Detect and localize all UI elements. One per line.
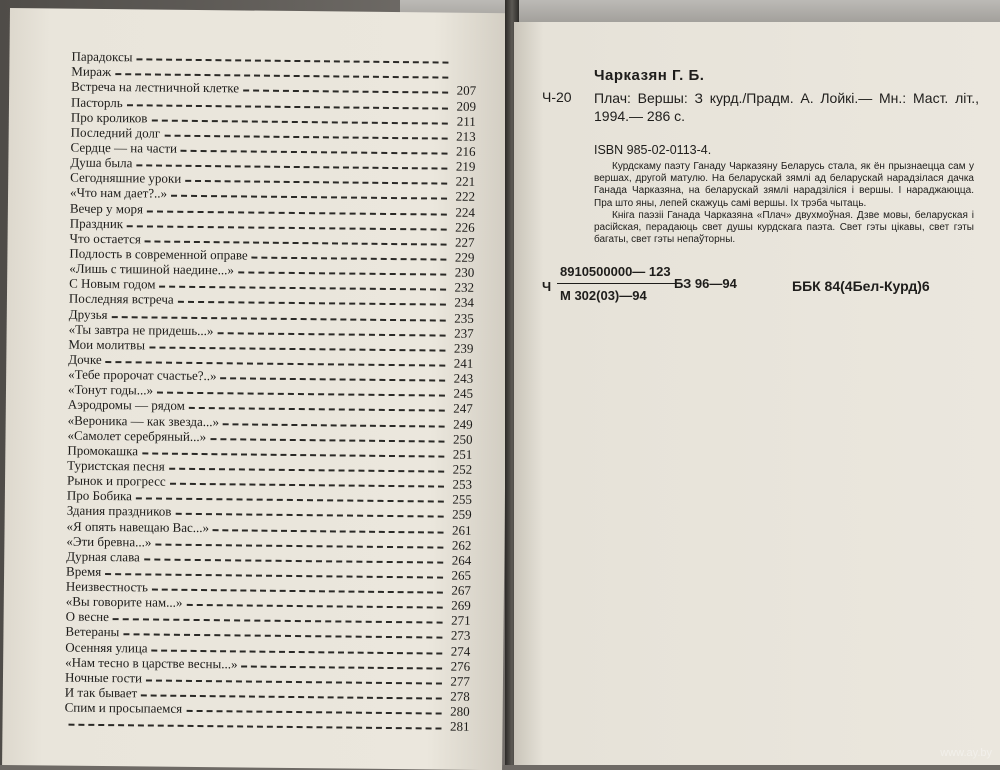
toc-title: Про Бобика bbox=[67, 488, 136, 504]
toc-page-number: 235 bbox=[446, 310, 474, 325]
toc-page-number: 265 bbox=[443, 567, 471, 582]
toc-title: С Новым годом bbox=[69, 276, 160, 292]
toc-leader bbox=[189, 407, 445, 412]
toc-leader bbox=[115, 73, 448, 78]
toc-title: «Что нам дает?..» bbox=[70, 185, 171, 201]
toc-page-number: 273 bbox=[442, 628, 470, 643]
toc-leader bbox=[136, 498, 444, 503]
toc-page-number: 229 bbox=[446, 250, 474, 265]
bbk-code: ББК 84(4Бел-Курд)6 bbox=[792, 278, 930, 294]
toc-title: «Ты завтра не придешь...» bbox=[69, 321, 218, 338]
toc-leader bbox=[137, 58, 449, 63]
table-of-contents bbox=[64, 49, 476, 735]
toc-title: Про кроликов bbox=[71, 109, 152, 125]
toc-title: «Тебе пророчат счастье?..» bbox=[68, 367, 221, 384]
toc-page-number: 280 bbox=[442, 704, 470, 719]
toc-leader bbox=[106, 361, 446, 367]
toc-leader bbox=[159, 286, 446, 291]
toc-title: О весне bbox=[66, 609, 113, 624]
toc-title: Здания праздников bbox=[67, 503, 176, 519]
toc-page-number: 243 bbox=[445, 371, 473, 386]
toc-title: «Вероника — как звезда...» bbox=[68, 412, 224, 429]
toc-page-number: 277 bbox=[442, 673, 470, 688]
toc-leader bbox=[105, 573, 443, 579]
toc-leader bbox=[210, 438, 444, 442]
call-number: Ч-20 bbox=[542, 89, 572, 105]
toc-title: Сегодняшние уроки bbox=[70, 170, 185, 186]
toc-leader bbox=[185, 180, 447, 185]
toc-title: Туристская песня bbox=[67, 458, 169, 474]
annotation-paragraph: Курдскаму паэту Ганаду Чарказяну Беларусь стала, як ён прызнаецца сам у вершах, другой матулю. На беларускай зямлі ад беларускай нарадзілася дачка Ганада Чарказяна, на беларускай зямлі нарадзіліся і вершы. І нараджаюцца. Пра што яны, лепей скажуць самі вершы. Іх трэба чытаць. bbox=[594, 161, 974, 210]
toc-page-number: 274 bbox=[442, 643, 470, 658]
toc-title: «Нам тесно в царстве весны...» bbox=[65, 654, 242, 671]
toc-page-number: 241 bbox=[445, 356, 473, 371]
toc-page-number: 267 bbox=[443, 583, 471, 598]
author-name: Чарказян Г. Б. bbox=[594, 67, 704, 84]
toc-leader bbox=[141, 694, 442, 699]
toc-page-number: 252 bbox=[444, 462, 472, 477]
toc-leader bbox=[149, 346, 446, 351]
toc-title: Сердце — на части bbox=[70, 140, 181, 156]
toc-leader bbox=[127, 225, 447, 230]
toc-title: Аэродромы — рядом bbox=[68, 397, 189, 413]
toc-leader bbox=[171, 195, 447, 200]
toc-leader bbox=[147, 210, 447, 215]
toc-leader bbox=[127, 104, 448, 109]
toc-leader bbox=[213, 529, 444, 533]
toc-leader bbox=[223, 423, 445, 427]
toc-leader bbox=[186, 604, 442, 609]
fraction-line bbox=[557, 283, 677, 284]
toc-title: Душа была bbox=[70, 155, 136, 171]
toc-leader bbox=[181, 150, 448, 155]
toc-leader bbox=[169, 468, 444, 473]
toc-title: «Эти бревна...» bbox=[66, 533, 155, 549]
annotation bbox=[594, 161, 974, 246]
annotation-paragraph: Кніга паэзіі Ганада Чарказяна «Плач» двухмоўная. Дзве мовы, беларуская і расійская, перадаюць свет душы курдскага паэта. Свет гэты цікавы, свет гэты багаты, свет гэты непаўторны. bbox=[594, 210, 974, 247]
bz-code: БЗ 96—94 bbox=[674, 276, 737, 291]
toc-leader bbox=[123, 634, 442, 639]
toc-page-number: 224 bbox=[447, 204, 475, 219]
toc-page-number: 249 bbox=[445, 416, 473, 431]
toc-title: Промокашка bbox=[67, 442, 142, 458]
toc-title: Дочке bbox=[68, 352, 105, 367]
toc-leader bbox=[164, 134, 447, 139]
toc-page-number: 261 bbox=[443, 522, 471, 537]
right-page bbox=[514, 22, 1000, 765]
toc-leader bbox=[144, 558, 443, 563]
toc-page-number: 255 bbox=[444, 492, 472, 507]
toc-leader bbox=[68, 724, 441, 730]
toc-leader bbox=[221, 377, 446, 381]
toc-leader bbox=[238, 272, 446, 276]
toc-page-number: 222 bbox=[447, 189, 475, 204]
bibliographic-description: Плач: Вершы: З курд./Прадм. А. Лойкі.— Мн.: Маст. літ., 1994.— 286 с. bbox=[594, 89, 979, 125]
toc-page-number: 216 bbox=[447, 144, 475, 159]
toc-leader bbox=[252, 257, 447, 261]
toc-page-number: 281 bbox=[441, 719, 469, 734]
toc-page-number: 237 bbox=[446, 325, 474, 340]
toc-leader bbox=[157, 392, 445, 397]
toc-page-number: 207 bbox=[448, 83, 476, 98]
toc-page-number: 259 bbox=[444, 507, 472, 522]
fraction-numerator: 8910500000— 123 bbox=[560, 264, 671, 279]
toc-page-number: 209 bbox=[448, 98, 476, 113]
toc-title: И так бывает bbox=[65, 685, 142, 701]
toc-leader bbox=[243, 90, 448, 94]
toc-page-number: 253 bbox=[444, 477, 472, 492]
toc-leader bbox=[136, 164, 447, 169]
toc-leader bbox=[112, 316, 446, 322]
toc-leader bbox=[217, 332, 445, 336]
toc-leader bbox=[178, 301, 446, 306]
toc-title: Друзья bbox=[69, 306, 112, 321]
toc-leader bbox=[186, 710, 441, 715]
fraction-prefix: Ч bbox=[542, 279, 551, 294]
toc-page-number: 211 bbox=[448, 113, 476, 128]
left-page bbox=[2, 8, 510, 770]
toc-title: Последний долг bbox=[71, 124, 165, 140]
toc-title: Неизвестность bbox=[66, 579, 152, 595]
isbn: ISBN 985-02-0113-4. bbox=[594, 143, 711, 157]
toc-title: Время bbox=[66, 564, 105, 579]
toc-page-number: 245 bbox=[445, 386, 473, 401]
toc-title: Последняя встреча bbox=[69, 291, 178, 307]
toc-page-number: 247 bbox=[445, 401, 473, 416]
toc-page-number: 227 bbox=[446, 234, 474, 249]
toc-title: «Тонут годы...» bbox=[68, 382, 157, 398]
toc-page-number: 239 bbox=[445, 340, 473, 355]
toc-title: Подлость в современной оправе bbox=[69, 246, 251, 263]
toc-page-number: 278 bbox=[442, 689, 470, 704]
toc-row bbox=[64, 715, 469, 734]
toc-title: Вечер у моря bbox=[70, 200, 147, 216]
toc-leader bbox=[170, 483, 444, 488]
toc-title: Спим и просыпаемся bbox=[65, 700, 187, 716]
toc-title: «Вы говорите нам...» bbox=[66, 594, 187, 610]
toc-page-number: 219 bbox=[447, 159, 475, 174]
toc-leader bbox=[152, 649, 443, 654]
toc-title: Дурная слава bbox=[66, 548, 144, 564]
toc-title: Ночные гости bbox=[65, 670, 146, 686]
toc-page-number: 251 bbox=[444, 446, 472, 461]
toc-leader bbox=[155, 543, 443, 548]
toc-title: Парадоксы bbox=[71, 49, 136, 65]
toc-page-number: 262 bbox=[443, 537, 471, 552]
toc-title: Что остается bbox=[70, 230, 145, 246]
toc-title: Рынок и прогресс bbox=[67, 473, 170, 489]
toc-page-number: 271 bbox=[443, 613, 471, 628]
toc-leader bbox=[146, 679, 442, 684]
toc-title: Осенняя улица bbox=[65, 639, 151, 655]
toc-page-number: 264 bbox=[443, 552, 471, 567]
toc-title: Мираж bbox=[71, 64, 115, 79]
toc-title: Пасторль bbox=[71, 94, 127, 110]
toc-leader bbox=[142, 452, 444, 457]
toc-page-number: 230 bbox=[446, 265, 474, 280]
toc-title: «Самолет серебряный...» bbox=[67, 427, 210, 443]
toc-title: «Лишь с тишиной наедине...» bbox=[69, 261, 238, 278]
toc-page-number: 232 bbox=[446, 280, 474, 295]
toc-page-number: 226 bbox=[447, 219, 475, 234]
toc-title: «Я опять навещаю Вас...» bbox=[67, 518, 214, 535]
toc-leader bbox=[151, 119, 447, 124]
toc-leader bbox=[152, 589, 443, 594]
fraction-denominator: М 302(03)—94 bbox=[560, 288, 647, 303]
toc-leader bbox=[175, 513, 443, 518]
toc-title: Ветераны bbox=[65, 624, 123, 640]
toc-title: Встреча на лестничной клетке bbox=[71, 79, 243, 96]
toc-page-number: 213 bbox=[448, 128, 476, 143]
toc-title: Мои молитвы bbox=[68, 336, 149, 352]
watermark: www.ay.by bbox=[940, 747, 992, 759]
toc-leader bbox=[145, 240, 447, 245]
toc-page-number: 250 bbox=[444, 431, 472, 446]
toc-page-number: 221 bbox=[447, 174, 475, 189]
toc-leader bbox=[113, 618, 443, 623]
toc-page-number: 269 bbox=[443, 598, 471, 613]
toc-leader bbox=[242, 665, 443, 669]
toc-title: Праздник bbox=[70, 215, 128, 231]
toc-page-number: 276 bbox=[442, 658, 470, 673]
toc-page-number: 234 bbox=[446, 295, 474, 310]
